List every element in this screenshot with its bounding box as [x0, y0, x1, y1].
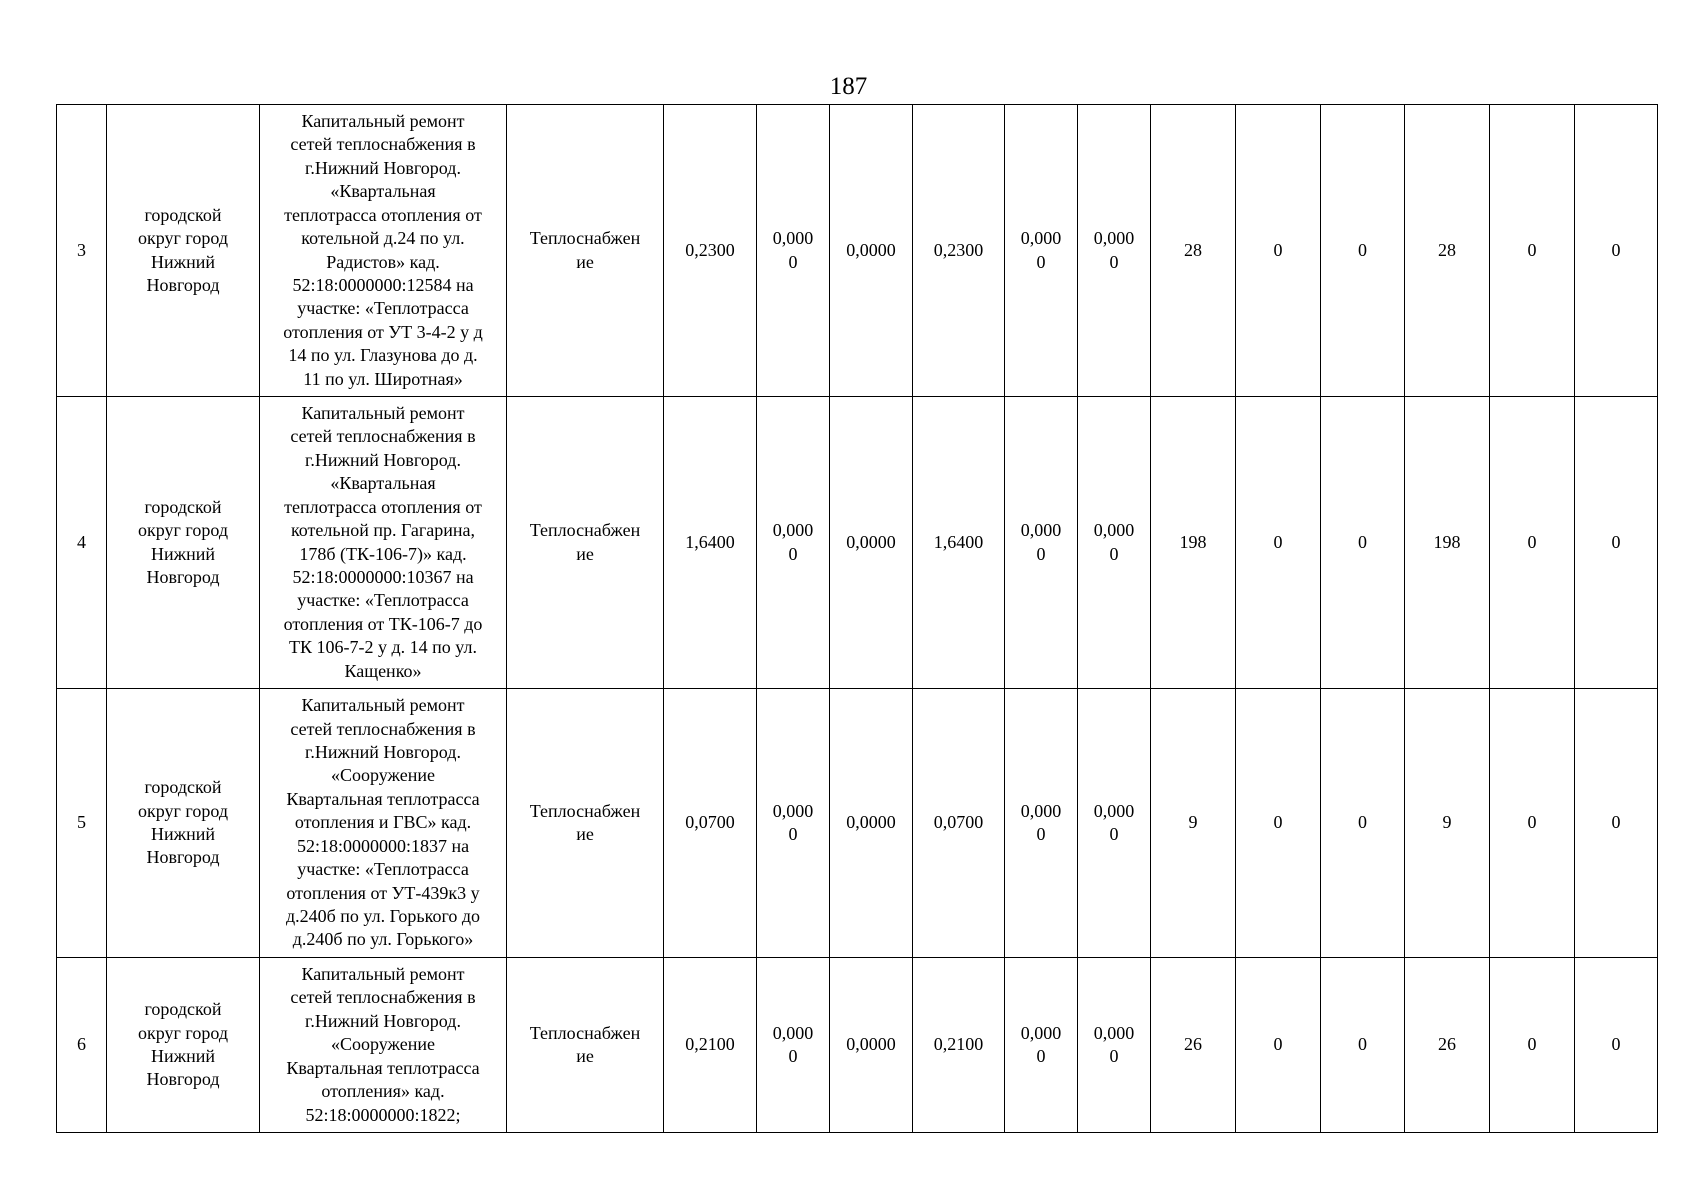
value-cell: 0	[1236, 105, 1321, 397]
value-cell: 0	[1236, 958, 1321, 1133]
value-cell: 0,0000	[830, 105, 913, 397]
value-cell: 0,000 0	[1078, 397, 1151, 689]
value-cell: 26	[1405, 958, 1490, 1133]
row-number-cell: 4	[57, 397, 107, 689]
data-table	[56, 104, 1658, 1133]
description-cell: Капитальный ремонт сетей теплоснабжения в г.Нижний Новгород. «Сооружение Квартальная теплотрасса отопления» кад. 52:18:0000000:1822;	[260, 958, 507, 1133]
value-cell: 0	[1321, 958, 1405, 1133]
value-cell: 9	[1405, 689, 1490, 958]
value-cell: 0	[1490, 105, 1575, 397]
value-cell: 28	[1405, 105, 1490, 397]
municipality-cell: городской округ город Нижний Новгород	[107, 689, 260, 958]
value-cell: 0	[1575, 105, 1658, 397]
value-cell: 26	[1151, 958, 1236, 1133]
municipality-cell: городской округ город Нижний Новгород	[107, 958, 260, 1133]
type-cell: Теплоснабжен ие	[507, 958, 664, 1133]
row-number-cell: 5	[57, 689, 107, 958]
value-cell: 0,0000	[830, 958, 913, 1133]
table-row	[57, 689, 1658, 958]
value-cell: 9	[1151, 689, 1236, 958]
type-cell: Теплоснабжен ие	[507, 105, 664, 397]
table-row	[57, 105, 1658, 397]
value-cell: 0,000 0	[757, 958, 830, 1133]
municipality-cell: городской округ город Нижний Новгород	[107, 105, 260, 397]
value-cell: 0	[1575, 958, 1658, 1133]
value-cell: 0,000 0	[1005, 689, 1078, 958]
value-cell: 0,0000	[830, 397, 913, 689]
row-number-cell: 6	[57, 958, 107, 1133]
row-number-cell: 3	[57, 105, 107, 397]
value-cell: 0,0700	[664, 689, 757, 958]
value-cell: 0	[1490, 689, 1575, 958]
value-cell: 0,000 0	[1005, 105, 1078, 397]
value-cell: 1,6400	[913, 397, 1005, 689]
value-cell: 0,000 0	[757, 105, 830, 397]
value-cell: 0,2300	[913, 105, 1005, 397]
value-cell: 28	[1151, 105, 1236, 397]
value-cell: 0,000 0	[1005, 397, 1078, 689]
type-cell: Теплоснабжен ие	[507, 689, 664, 958]
value-cell: 0	[1575, 397, 1658, 689]
value-cell: 0,2300	[664, 105, 757, 397]
value-cell: 198	[1405, 397, 1490, 689]
description-cell: Капитальный ремонт сетей теплоснабжения в г.Нижний Новгород. «Квартальная теплотрасса отопления от котельной пр. Гагарина, 178б (ТК-106-7)» кад. 52:18:0000000:10367 на участке: «Теплотрасса отопления от ТК-106-7 до ТК 106-7-2 у д. 14 по ул. Кащенко»	[260, 397, 507, 689]
value-cell: 0	[1236, 397, 1321, 689]
value-cell: 0,2100	[913, 958, 1005, 1133]
value-cell: 0,0700	[913, 689, 1005, 958]
value-cell: 0	[1575, 689, 1658, 958]
municipality-cell: городской округ город Нижний Новгород	[107, 397, 260, 689]
value-cell: 0	[1490, 397, 1575, 689]
value-cell: 0,000 0	[1078, 105, 1151, 397]
value-cell: 0,000 0	[1005, 958, 1078, 1133]
value-cell: 0,000 0	[757, 397, 830, 689]
value-cell: 0	[1490, 958, 1575, 1133]
value-cell: 0	[1236, 689, 1321, 958]
description-cell: Капитальный ремонт сетей теплоснабжения в г.Нижний Новгород. «Квартальная теплотрасса отопления от котельной д.24 по ул. Радистов» кад. 52:18:0000000:12584 на участке: «Теплотрасса отопления от УТ 3-4-2 у д 14 по ул. Глазунова до д. 11 по ул. Широтная»	[260, 105, 507, 397]
value-cell: 0,000 0	[1078, 958, 1151, 1133]
value-cell: 1,6400	[664, 397, 757, 689]
page-number: 187	[829, 73, 868, 100]
description-cell: Капитальный ремонт сетей теплоснабжения в г.Нижний Новгород. «Сооружение Квартальная теплотрасса отопления и ГВС» кад. 52:18:0000000:1837 на участке: «Теплотрасса отопления от УТ-439к3 у д.240б по ул. Горького до д.240б по ул. Горького»	[260, 689, 507, 958]
value-cell: 0,000 0	[757, 689, 830, 958]
table-row	[57, 397, 1658, 689]
value-cell: 198	[1151, 397, 1236, 689]
value-cell: 0	[1321, 397, 1405, 689]
value-cell: 0	[1321, 689, 1405, 958]
type-cell: Теплоснабжен ие	[507, 397, 664, 689]
value-cell: 0,2100	[664, 958, 757, 1133]
table-row	[57, 958, 1658, 1133]
value-cell: 0,0000	[830, 689, 913, 958]
value-cell: 0	[1321, 105, 1405, 397]
value-cell: 0,000 0	[1078, 689, 1151, 958]
